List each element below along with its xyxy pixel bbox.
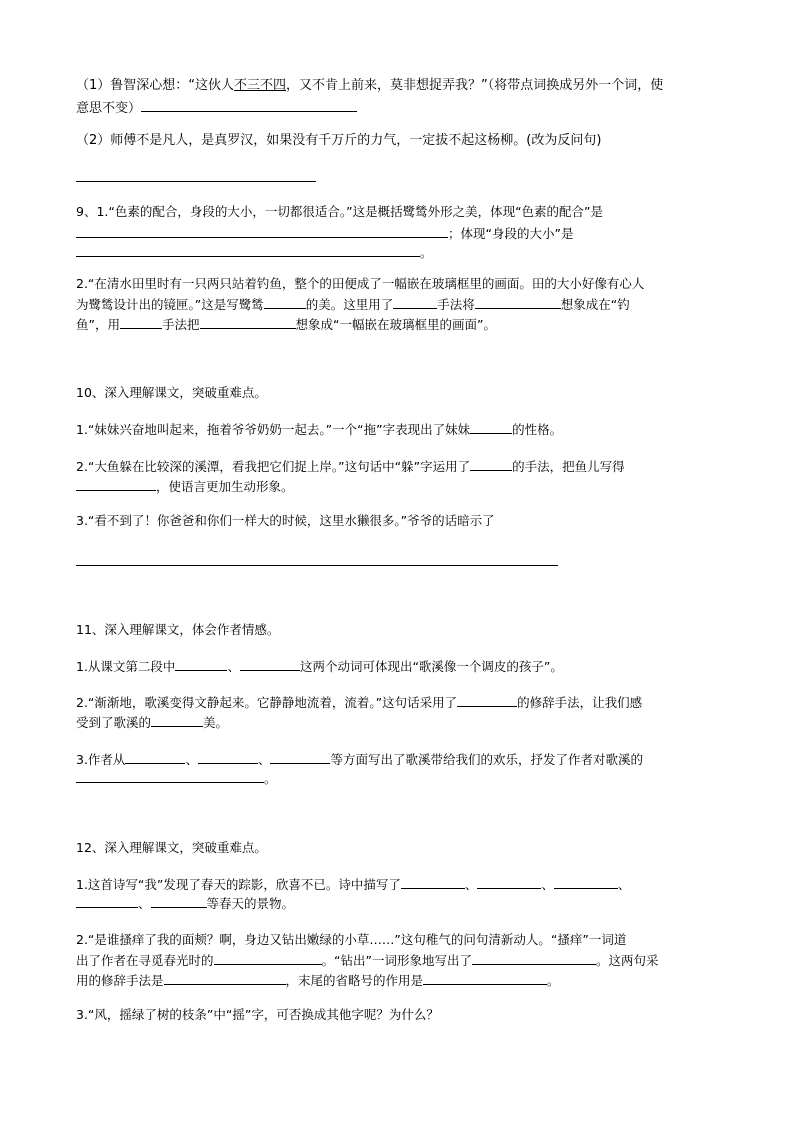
q11-text: 的修辞手法，让我们感: [517, 695, 643, 710]
q11-line3: [76, 712, 228, 733]
answer-blank[interactable]: [175, 656, 227, 671]
q12-text: 1.这首诗写“我”发现了春天的踪影，欣喜不已。诗中描写了: [76, 877, 401, 892]
answer-blank[interactable]: [477, 874, 541, 889]
q12-text: 。: [547, 973, 560, 988]
q8-text: 意思不变）: [76, 101, 142, 116]
q11-line5: [76, 768, 277, 789]
q12-text: 、: [464, 877, 478, 892]
q8-part1-line1: [76, 76, 663, 96]
q11-heading: 11、深入理解课文，体会作者情感。: [76, 622, 280, 637]
answer-blank[interactable]: [457, 692, 517, 707]
q11-text: 1.从课文第二段中: [76, 659, 176, 674]
q9-text: 手法将: [437, 297, 475, 312]
q10-text: 的性格。: [512, 422, 563, 437]
answer-blank[interactable]: [240, 656, 300, 671]
q12-text: 用的修辞手法是: [76, 973, 164, 988]
q12-text: 、: [138, 896, 151, 911]
answer-blank[interactable]: [472, 950, 596, 965]
answer-blank[interactable]: [264, 294, 306, 309]
q9-line6: [76, 314, 496, 335]
q11-text: 3.作者从: [76, 752, 126, 767]
q10-heading: 10、深入理解课文，突破重难点。: [76, 385, 267, 400]
q9-line1: 9、1.“色素的配合，身段的大小，一切都很适合。”这是概括鹭鸶外形之美，体现“色素的配合”是: [76, 204, 604, 219]
answer-blank[interactable]: [475, 294, 561, 309]
q10-line4: 3.“看不到了！你爸爸和你们一样大的时候，这里水獭很多。”爷爷的话暗示了: [76, 513, 495, 528]
answer-blank[interactable]: [76, 476, 156, 491]
q11-text: 、: [185, 752, 198, 767]
q10-text: 1.“妹妹兴奋地叫起来，拖着爷爷奶奶一起去。”一个“拖”字表现出了妹妹: [76, 422, 471, 437]
q9-text: 。: [420, 245, 433, 260]
answer-blank[interactable]: [200, 314, 296, 329]
answer-blank[interactable]: [151, 893, 207, 908]
q11-text: 等方面写出了歌溪带给我们的欢乐，抒发了作者对歌溪的: [330, 752, 643, 767]
q10-text: 2.“大鱼躲在比较深的溪潭，看我把它们捉上岸。”这句话中“躲”字运用了: [76, 459, 471, 474]
answer-blank[interactable]: [76, 893, 138, 908]
q11-text: 受到了歌溪的: [76, 715, 152, 730]
q9-line5: [76, 294, 630, 315]
q12-text: 。“钻出”一词形象地写出了: [321, 953, 472, 968]
q10-text: 的手法，把鱼儿写得: [512, 459, 625, 474]
q11-text: 美。: [203, 715, 229, 730]
q8-text: （1）鲁智深心想：“这伙人: [76, 78, 235, 93]
q11-text: 、: [227, 659, 240, 674]
q9-text: ；体现“身段的大小”是: [448, 226, 574, 241]
q11-text: 这两个动词可体现出“歌溪像一个调皮的孩子”。: [299, 659, 563, 674]
q12-text: ，末尾的省略号的作用是: [285, 973, 424, 988]
q12-text: 出了作者在寻觅春光时的: [76, 953, 214, 968]
answer-blank[interactable]: [76, 223, 448, 238]
q9-text: 想象成在“钓: [560, 297, 630, 312]
q11-line2: [76, 692, 642, 713]
q9-text: 为鹭鸶设计出的镜匣。”这是写鹭鸶: [76, 297, 264, 312]
answer-blank[interactable]: [270, 749, 330, 764]
answer-blank[interactable]: [554, 874, 618, 889]
q9-text: 想象成“一幅嵌在玻璃框里的画面”。: [295, 317, 496, 332]
answer-blank[interactable]: [120, 314, 162, 329]
q8-part1-line2: [76, 97, 357, 119]
q9-line2: [76, 223, 573, 244]
q10-line3: [76, 476, 294, 497]
q10-text: ，使语言更加生动形象。: [156, 479, 294, 494]
answer-blank[interactable]: [76, 242, 420, 257]
q9-line4: 2.“在清水田里时有一只两只站着钓鱼，整个的田便成了一幅嵌在玻璃框里的画面。田的大小好像有心人: [76, 276, 645, 291]
q9-text: 鱼”，用: [76, 317, 120, 332]
q10-line1: [76, 419, 562, 440]
answer-blank[interactable]: [214, 950, 322, 965]
answer-blank[interactable]: [141, 97, 357, 112]
q12-line6: 3.“风，摇绿了树的枝条”中“摇”字，可否换成其他字呢？为什么？: [76, 1007, 439, 1022]
q12-heading: 12、深入理解课文，突破重难点。: [76, 840, 267, 855]
answer-blank[interactable]: [470, 419, 512, 434]
q10-line2: [76, 456, 625, 477]
q12-line3: 2.“是谁搔痒了我的面颊？啊，身边又钻出嫩绿的小草……”这句稚气的问句清新动人。“搔痒”一词道: [76, 932, 627, 947]
q12-line4: [76, 950, 658, 971]
q12-text: 、: [541, 877, 554, 892]
answer-line[interactable]: [76, 181, 316, 182]
q12-text: 、: [617, 877, 631, 892]
q12-line1: [76, 874, 630, 895]
q12-line5: [76, 970, 560, 991]
answer-blank[interactable]: [125, 749, 185, 764]
q9-line3: [76, 242, 433, 263]
q8-part2: （2）师傅不是凡人，是真罗汉，如果没有千万斤的力气，一定拔不起这杨柳。(改为反问句): [76, 133, 602, 148]
q12-text: 等春天的景物。: [206, 896, 295, 911]
q11-text: 。: [264, 771, 277, 786]
q9-text: 的美。这里用了: [305, 297, 394, 312]
answer-blank[interactable]: [164, 970, 286, 985]
answer-blank[interactable]: [393, 294, 437, 309]
answer-blank[interactable]: [151, 712, 203, 727]
q9-text: 手法把: [161, 317, 200, 332]
q12-text: 。这两句采: [595, 953, 659, 968]
answer-blank[interactable]: [401, 874, 465, 889]
q12-line2: [76, 893, 294, 914]
answer-blank[interactable]: [423, 970, 547, 985]
answer-blank[interactable]: [198, 749, 258, 764]
q8-text: ，又不肯上前来，莫非想捉弄我？”（将带点词换成另外一个词，使: [286, 78, 664, 93]
q11-text: 2.“渐渐地，歌溪变得文静起来。它静静地流着，流着。”这句话采用了: [76, 695, 458, 710]
answer-blank[interactable]: [76, 768, 264, 783]
q11-text: 、: [257, 752, 271, 767]
q11-line1: [76, 656, 563, 677]
answer-blank[interactable]: [470, 456, 512, 471]
answer-line[interactable]: [76, 565, 558, 566]
q11-line4: [76, 749, 643, 770]
q8-underlined-word: 不三不四: [234, 78, 287, 93]
